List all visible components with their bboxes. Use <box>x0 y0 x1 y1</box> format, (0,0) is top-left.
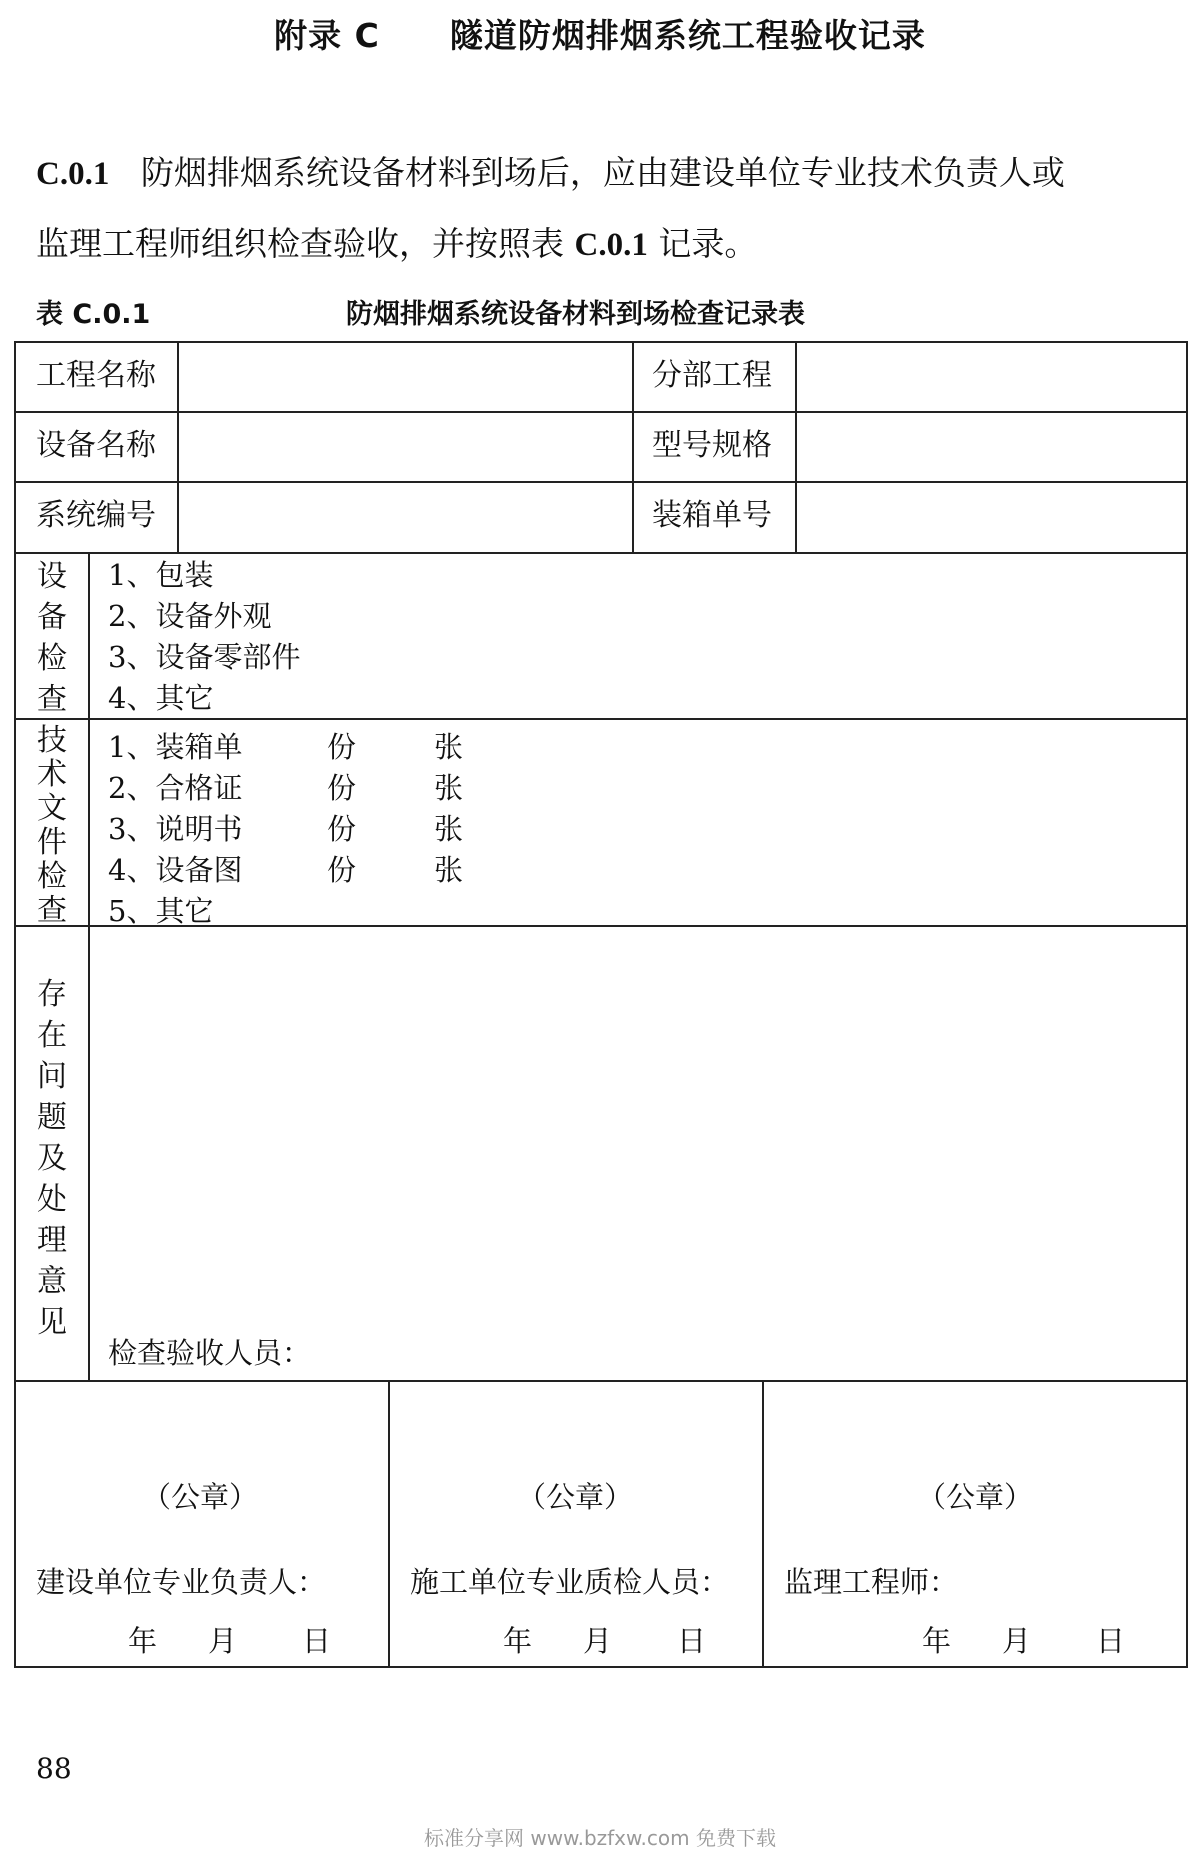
seal-construction: （公章） <box>142 1480 259 1514</box>
subproject-label: 分部工程 <box>652 358 772 393</box>
table-rule <box>14 552 1188 554</box>
table-rule <box>88 552 90 1380</box>
inspectors-label: 检查验收人员： <box>108 1336 312 1370</box>
clause-number: C.0.1 <box>36 156 110 192</box>
list-item: 4、其它 <box>108 681 214 715</box>
copies-unit: 份 <box>327 730 357 764</box>
date-day: 日 <box>302 1624 332 1658</box>
construction-lead-label: 建设单位专业负责人： <box>36 1565 327 1599</box>
seal-contractor: （公章） <box>517 1480 634 1514</box>
date-day: 日 <box>677 1624 707 1658</box>
list-item: 1、包装 <box>108 558 214 592</box>
contractor-qc-label: 施工单位专业质检人员： <box>410 1565 730 1599</box>
system-number-label: 系统编号 <box>36 498 156 533</box>
list-item: 2、设备外观 <box>108 599 272 633</box>
clause-line-2b: 记录。 <box>658 224 758 263</box>
equipment-check-heading: 设 备 检 查 <box>37 559 67 717</box>
table-rule <box>14 411 1188 413</box>
date-year: 年 <box>922 1624 952 1658</box>
sheets-unit: 张 <box>434 812 464 846</box>
list-item: 1、装箱单 <box>108 730 243 764</box>
project-name-label: 工程名称 <box>36 358 156 393</box>
table-rule <box>762 1380 764 1666</box>
date-month: 月 <box>1002 1624 1032 1658</box>
supervisor-label: 监理工程师： <box>784 1565 959 1599</box>
appendix-title <box>0 10 1200 57</box>
table-rule <box>177 341 179 552</box>
clause-paragraph <box>36 138 1176 280</box>
appendix-label: 附录 C <box>274 16 380 55</box>
table-border-top <box>14 341 1188 343</box>
sheets-unit: 张 <box>434 853 464 887</box>
seal-supervisor: （公章） <box>917 1480 1034 1514</box>
clause-table-ref: C.0.1 <box>574 227 648 263</box>
list-item: 5、其它 <box>108 894 214 928</box>
table-caption-title: 防烟排烟系统设备材料到场检查记录表 <box>346 299 805 330</box>
date-day: 日 <box>1096 1624 1126 1658</box>
equipment-name-label: 设备名称 <box>36 428 156 463</box>
table-rule <box>14 481 1188 483</box>
page-number: 88 <box>36 1752 72 1785</box>
date-year: 年 <box>503 1624 533 1658</box>
list-item: 3、说明书 <box>108 812 243 846</box>
table-border-right <box>1186 341 1188 1668</box>
model-spec-label: 型号规格 <box>652 428 772 463</box>
list-item: 4、设备图 <box>108 853 243 887</box>
list-item: 3、设备零部件 <box>108 640 301 674</box>
appendix-heading: 隧道防烟排烟系统工程验收记录 <box>449 16 926 55</box>
list-item: 2、合格证 <box>108 771 243 805</box>
clause-line-2a: 监理工程师组织检查验收，并按照表 <box>36 224 564 263</box>
footer-watermark: 标准分享网 www.bzfxw.com 免费下载 <box>424 1826 776 1850</box>
table-rule <box>632 341 634 552</box>
table-border-left <box>14 341 16 1668</box>
table-rule <box>388 1380 390 1666</box>
issues-heading: 存 在 问 题 及 处 理 意 见 <box>37 977 67 1340</box>
table-rule <box>14 718 1188 720</box>
date-month: 月 <box>208 1624 238 1658</box>
table-caption <box>36 292 1176 331</box>
table-rule <box>14 1380 1188 1382</box>
copies-unit: 份 <box>327 853 357 887</box>
clause-line-1: 防烟排烟系统设备材料到场后，应由建设单位专业技术负责人或 <box>140 153 1065 192</box>
table-rule <box>795 341 797 552</box>
table-border-bottom <box>14 1666 1188 1668</box>
sheets-unit: 张 <box>434 730 464 764</box>
date-year: 年 <box>128 1624 158 1658</box>
date-month: 月 <box>583 1624 613 1658</box>
doc-check-heading: 技 术 文 件 检 查 <box>37 723 67 928</box>
packing-number-label: 装箱单号 <box>652 498 772 533</box>
table-caption-label: 表 C.0.1 <box>36 299 151 330</box>
copies-unit: 份 <box>327 771 357 805</box>
copies-unit: 份 <box>327 812 357 846</box>
sheets-unit: 张 <box>434 771 464 805</box>
